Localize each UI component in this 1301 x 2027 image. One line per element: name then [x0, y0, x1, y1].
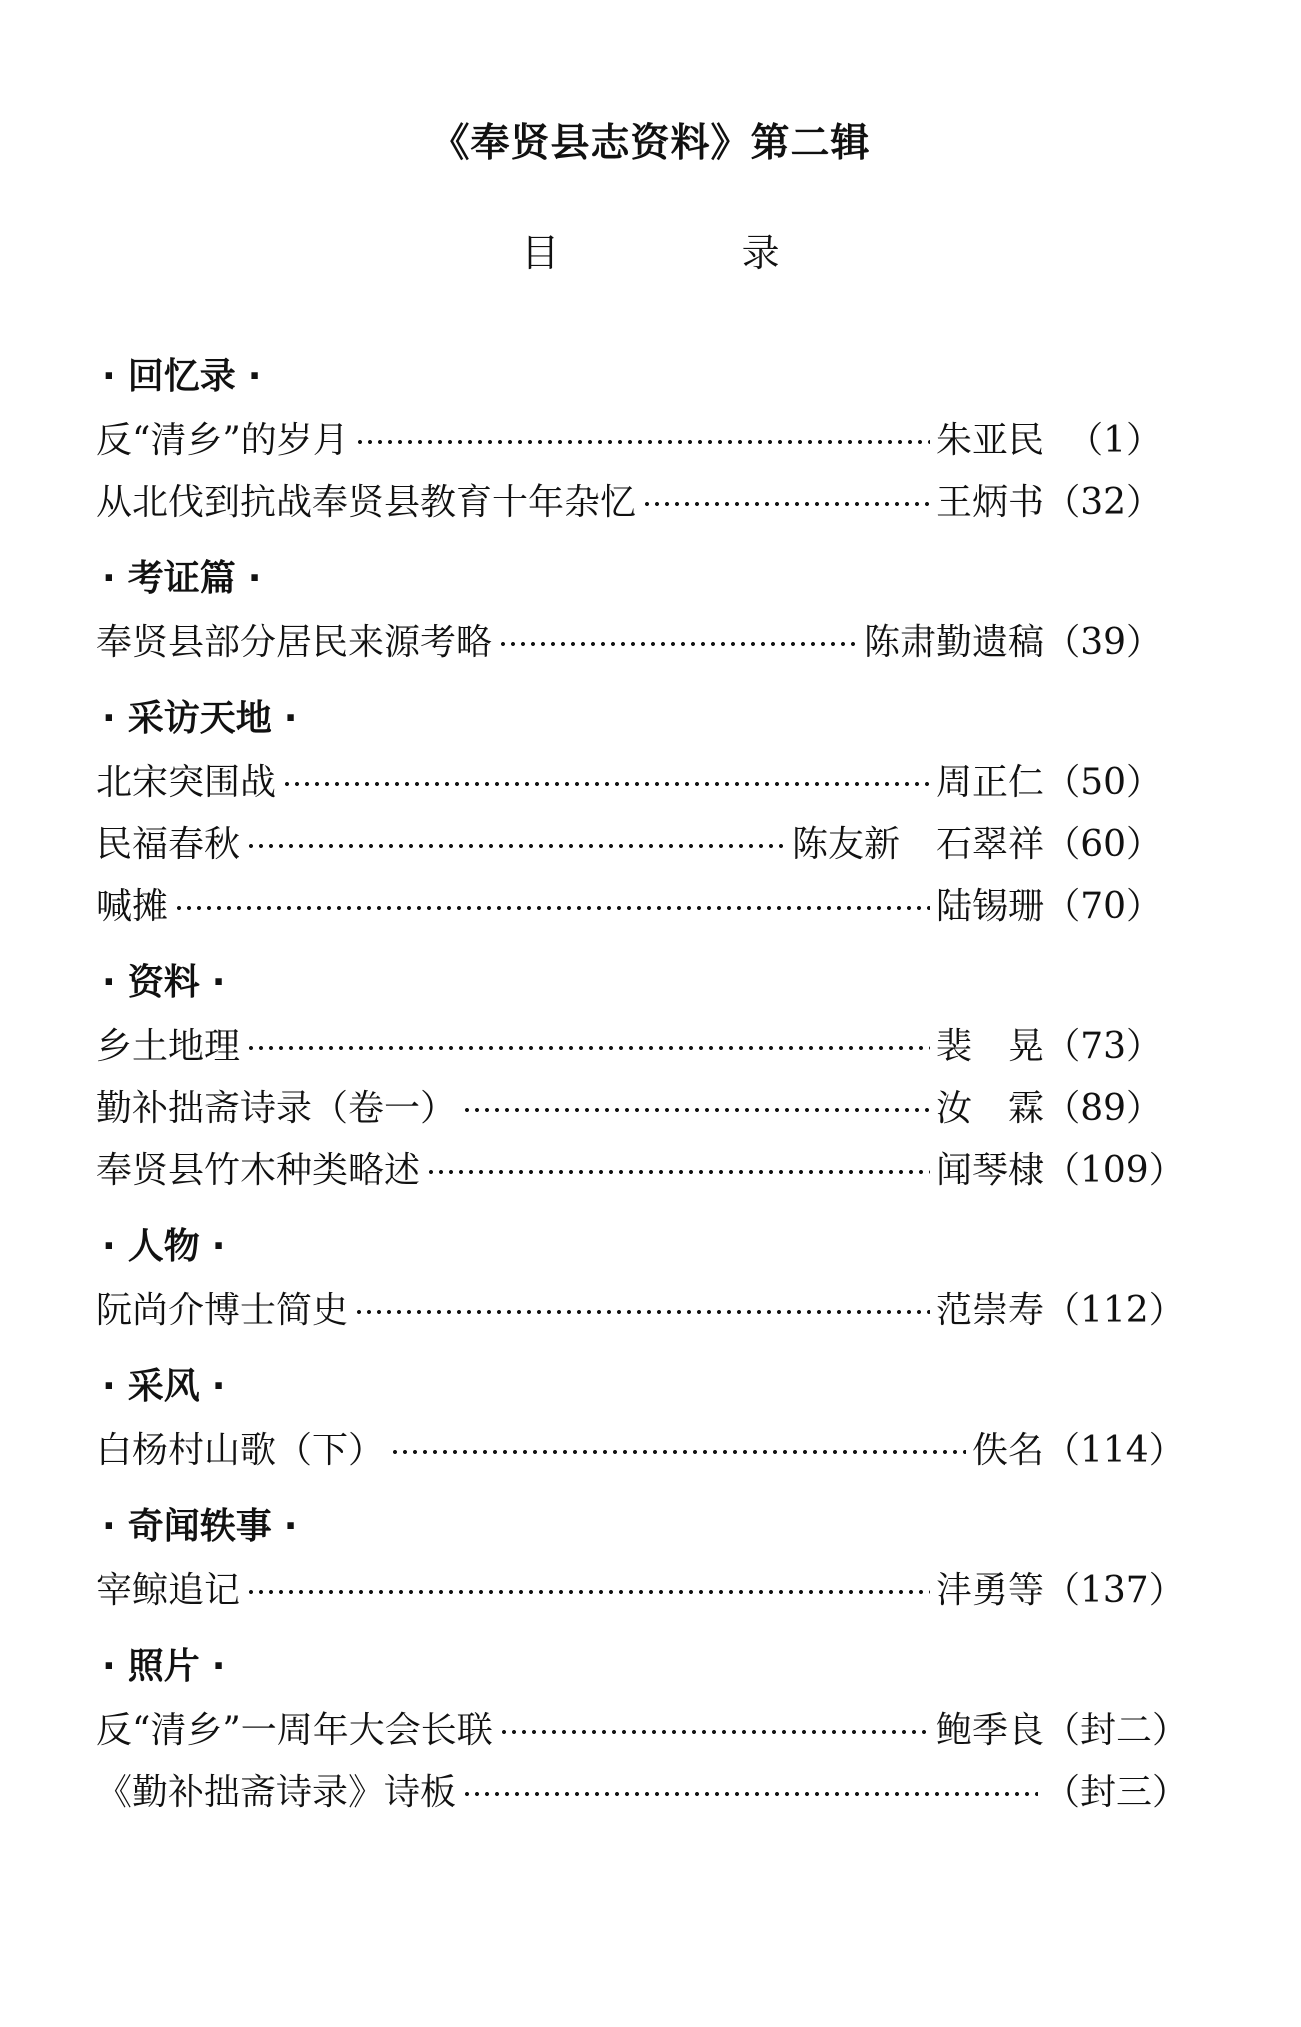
toc-entry[interactable] — [96, 1696, 1189, 1758]
bullet-dot: · — [102, 356, 116, 397]
entry-author: 范崇寿 — [935, 1289, 1044, 1331]
toc-entry[interactable] — [96, 406, 1162, 468]
entry-page-number: （73） — [1044, 1025, 1162, 1067]
bullet-dot: · — [102, 1366, 116, 1407]
dot-leader — [246, 843, 786, 849]
section-heading — [96, 1638, 1162, 1696]
entry-page-number: （39） — [1044, 621, 1162, 663]
entry-page-number: （32） — [1044, 481, 1162, 523]
toc-entry[interactable] — [96, 1276, 1185, 1338]
entry-page-number: （50） — [1044, 761, 1162, 803]
toc-heading — [0, 222, 1301, 277]
section-heading-label: 回忆录 — [127, 356, 236, 397]
entry-title: 奉贤县部分居民来源考略 — [96, 621, 493, 663]
toc-section — [96, 954, 1185, 1198]
section-heading-label: 奇闻轶事 — [127, 1506, 272, 1547]
section-heading-label: 采访天地 — [127, 698, 272, 739]
toc-section — [96, 1358, 1185, 1478]
bullet-dot: · — [247, 558, 262, 599]
entry-title: 反“清乡”的岁月 — [96, 419, 349, 461]
toc-entry[interactable] — [96, 608, 1162, 670]
entry-author: 陈友新 石翠祥 — [791, 823, 1044, 865]
dot-leader — [354, 1309, 930, 1315]
section-heading — [96, 348, 1162, 406]
entry-author: 沣勇等 — [935, 1569, 1044, 1611]
toc-entry[interactable] — [96, 810, 1162, 872]
bullet-dot: · — [102, 1506, 116, 1547]
entry-author: 佚名 — [971, 1429, 1044, 1471]
toc-entry[interactable] — [96, 1012, 1162, 1074]
toc-section — [96, 348, 1162, 530]
toc-entry[interactable] — [96, 1556, 1185, 1618]
bullet-dot: · — [211, 1366, 226, 1407]
toc-heading-char-2: 录 — [741, 231, 780, 275]
bullet-dot: · — [102, 1226, 116, 1267]
bullet-dot: · — [247, 356, 262, 397]
entry-page-number: （112） — [1044, 1289, 1185, 1331]
toc-entry[interactable] — [96, 872, 1162, 934]
toc-heading-char-1: 目 — [521, 231, 560, 275]
entry-title: 白杨村山歌（下） — [96, 1429, 385, 1471]
section-heading-label: 采风 — [127, 1366, 200, 1407]
entry-title: 喊摊 — [96, 885, 169, 927]
entry-page-number: （70） — [1044, 885, 1162, 927]
entry-title: 宰鲸追记 — [96, 1569, 241, 1611]
entry-title: 勤补拙斋诗录（卷一） — [96, 1087, 457, 1129]
section-heading — [96, 550, 1162, 608]
section-heading — [96, 690, 1162, 748]
bullet-dot: · — [102, 962, 116, 1003]
dot-leader — [499, 1729, 930, 1735]
entry-author: 陆锡珊 — [935, 885, 1044, 927]
entry-page-number: （1） — [1067, 419, 1162, 461]
entry-page-number: （89） — [1044, 1087, 1162, 1129]
entry-page-number: （114） — [1044, 1429, 1185, 1471]
entry-page-number: （137） — [1044, 1569, 1185, 1611]
bullet-dot: · — [102, 698, 116, 739]
entry-author: 闻琴棣 — [935, 1149, 1044, 1191]
section-heading-label: 人物 — [127, 1226, 200, 1267]
entry-title: 奉贤县竹木种类略述 — [96, 1149, 421, 1191]
toc-section — [96, 550, 1162, 670]
toc-section — [96, 1218, 1185, 1338]
entry-page-number: （封三） — [1044, 1771, 1189, 1813]
dot-leader — [246, 1045, 930, 1051]
entry-title: 民福春秋 — [96, 823, 241, 865]
section-heading — [96, 1498, 1162, 1556]
bullet-dot: · — [102, 1646, 116, 1687]
entry-title: 从北伐到抗战奉贤县教育十年杂忆 — [96, 481, 637, 523]
section-heading-label: 资料 — [127, 962, 200, 1003]
toc-section — [96, 1498, 1185, 1618]
dot-leader — [462, 1107, 930, 1113]
book-title: 《奉贤县志资料》第二辑 — [430, 121, 871, 166]
section-heading — [96, 954, 1162, 1012]
bullet-dot: · — [211, 1226, 226, 1267]
dot-leader — [426, 1169, 930, 1175]
bullet-dot: · — [283, 698, 298, 739]
bullet-dot: · — [211, 962, 226, 1003]
dot-leader — [390, 1449, 966, 1455]
dot-leader — [355, 439, 930, 445]
section-heading-label: 照片 — [127, 1646, 200, 1687]
bullet-dot: · — [102, 558, 116, 599]
entry-title: 乡土地理 — [96, 1025, 241, 1067]
toc-section — [96, 1638, 1189, 1820]
dot-leader — [498, 641, 858, 647]
dot-leader — [282, 781, 930, 787]
dot-leader — [462, 1791, 1038, 1797]
section-heading — [96, 1358, 1162, 1416]
dot-leader — [174, 905, 930, 911]
entry-author: 陈肃勤遗稿 — [863, 621, 1044, 663]
dot-leader — [642, 501, 930, 507]
section-heading — [96, 1218, 1162, 1276]
entry-page-number: （109） — [1044, 1149, 1185, 1191]
entry-page-number: （封二） — [1044, 1709, 1189, 1751]
entry-author: 鲍季良 — [935, 1709, 1044, 1751]
table-of-contents — [96, 348, 1189, 1820]
toc-entry[interactable] — [96, 748, 1162, 810]
section-heading-label: 考证篇 — [127, 558, 236, 599]
toc-entry[interactable] — [96, 1416, 1185, 1478]
entry-title: 北宋突围战 — [96, 761, 277, 803]
entry-title: 阮尚介博士简史 — [96, 1289, 349, 1331]
toc-entry[interactable] — [96, 1136, 1185, 1198]
entry-title: 《勤补拙斋诗录》诗板 — [96, 1771, 457, 1813]
toc-entry[interactable] — [96, 1074, 1162, 1136]
bullet-dot: · — [211, 1646, 226, 1687]
dot-leader — [246, 1589, 930, 1595]
entry-title: 反“清乡”一周年大会长联 — [96, 1709, 493, 1751]
entry-author: 裴 晃 — [935, 1025, 1044, 1067]
toc-entry[interactable] — [96, 1758, 1189, 1820]
entry-author: 朱亚民 — [935, 419, 1044, 461]
entry-author: 周正仁 — [935, 761, 1044, 803]
entry-author: 王炳书 — [935, 481, 1044, 523]
bullet-dot: · — [283, 1506, 298, 1547]
entry-page-number: （60） — [1044, 823, 1162, 865]
toc-entry[interactable] — [96, 468, 1162, 530]
entry-author: 汝 霖 — [935, 1087, 1044, 1129]
toc-section — [96, 690, 1162, 934]
